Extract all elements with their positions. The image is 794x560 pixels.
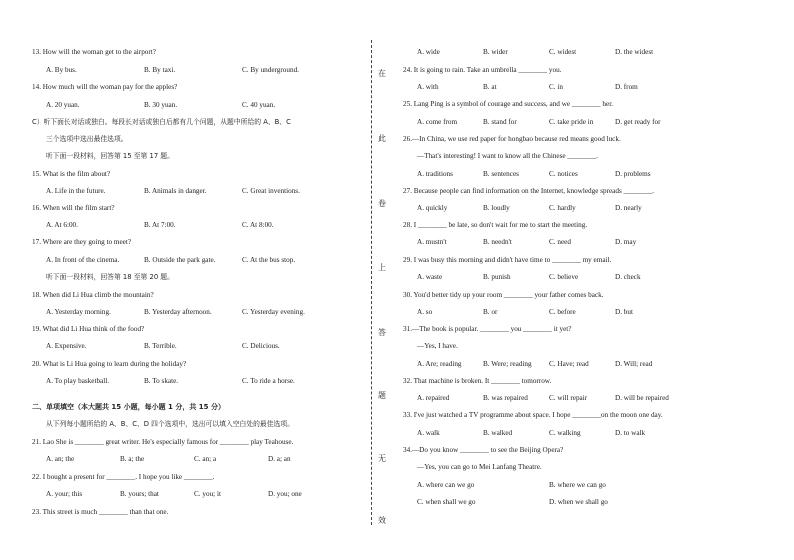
q28-option-d: D. may bbox=[615, 238, 637, 246]
q19-option-a: A. Expensive. bbox=[46, 342, 87, 350]
q21-option-d: D. a; an bbox=[268, 455, 291, 463]
q26-stem-reply: —That's interesting! I want to know all the Chinese ________. bbox=[417, 152, 598, 160]
q22-option-d: D. you; one bbox=[268, 490, 302, 498]
q24-stem: 24. It is going to rain. Take an umbrella ________ you. bbox=[403, 66, 562, 74]
q26-option-d: D. problems bbox=[615, 170, 651, 178]
q26-option-a: A. traditions bbox=[417, 170, 453, 178]
q17-option-c: C. At the bus stop. bbox=[242, 256, 296, 264]
q25-option-c: C. take pride in bbox=[549, 118, 594, 126]
section-c-instruction-1: C）听下面长对话或独白。每段长对话或独白后都有几个问题，从题中所给的 A、B、C bbox=[32, 118, 291, 126]
q30-option-b: B. or bbox=[483, 308, 498, 316]
q32-option-d: D. will be repaired bbox=[615, 394, 669, 402]
q24-option-b: B. at bbox=[483, 83, 497, 91]
q33-option-d: D. to walk bbox=[615, 429, 646, 437]
q29-stem: 29. I was busy this morning and didn't have time to ________ my email. bbox=[403, 256, 612, 264]
q22-stem: 22. I bought a present for ________. I hope you like ________. bbox=[32, 473, 215, 481]
q22-option-a: A. your; this bbox=[46, 490, 83, 498]
q31-option-c: C. Have; read bbox=[549, 360, 589, 368]
q34-stem: 34.—Do you know ________ to see the Beijing Opera? bbox=[403, 446, 564, 454]
q27-stem: 27. Because people can find information on the Internet, knowledge spreads ________. bbox=[403, 187, 655, 195]
q27-option-a: A. quickly bbox=[417, 204, 448, 212]
q19-stem: 19. What did Li Hua think of the food? bbox=[32, 325, 145, 333]
q27-option-d: D. nearly bbox=[615, 204, 642, 212]
q34-option-b: B. where we can go bbox=[549, 481, 606, 489]
q31-option-a: A. Are; reading bbox=[417, 360, 462, 368]
q33-stem: 33. I've just watched a TV programme about space. I hope ________on the moon one day. bbox=[403, 411, 663, 419]
q20-stem: 20. What is Li Hua going to learn during the holiday? bbox=[32, 360, 187, 368]
q31-stem-reply: —Yes, I have. bbox=[417, 342, 458, 350]
q13-option-c: C. By underground. bbox=[242, 66, 299, 74]
q20-option-c: C. To ride a horse. bbox=[242, 377, 295, 385]
q15-option-a: A. Life in the future. bbox=[46, 187, 106, 195]
q25-stem: 25. Lang Ping is a symbol of courage and success, and we ________ her. bbox=[403, 100, 613, 108]
q22-option-c: C. you; it bbox=[194, 490, 221, 498]
q31-stem: 31.—The book is popular. ________ you ________ it yet? bbox=[403, 325, 572, 333]
seal-char-5: 答 bbox=[378, 328, 386, 337]
q31-option-b: B. Were; reading bbox=[483, 360, 532, 368]
q21-option-a: A. an; the bbox=[46, 455, 75, 463]
seal-char-3: 卷 bbox=[378, 199, 386, 208]
seal-char-1: 在 bbox=[378, 69, 386, 78]
q16-stem: 16. When will the film start? bbox=[32, 204, 115, 212]
q14-stem: 14. How much will the woman pay for the apples? bbox=[32, 83, 178, 91]
q33-option-a: A. walk bbox=[417, 429, 440, 437]
q18-option-b: B. Yesterday afternoon. bbox=[144, 308, 212, 316]
seal-char-2: 此 bbox=[378, 134, 386, 143]
q24-option-d: D. from bbox=[615, 83, 638, 91]
seal-char-7: 无 bbox=[378, 454, 386, 463]
q18-option-c: C. Yesterday evening. bbox=[242, 308, 305, 316]
q29-option-c: C. believe bbox=[549, 273, 579, 281]
q19-option-c: C. Delicious. bbox=[242, 342, 280, 350]
q13-option-b: B. By taxi. bbox=[144, 66, 176, 74]
q25-option-a: A. come from bbox=[417, 118, 458, 126]
q13-option-a: A. By bus. bbox=[46, 66, 77, 74]
q13-stem: 13. How will the woman get to the airport? bbox=[32, 48, 156, 56]
q32-stem: 32. That machine is broken. It ________ tomorrow. bbox=[403, 377, 552, 385]
q21-option-c: C. an; a bbox=[194, 455, 217, 463]
q15-option-c: C. Great inventions. bbox=[242, 187, 300, 195]
seal-char-4: 上 bbox=[378, 263, 386, 272]
q21-option-b: B. a; the bbox=[120, 455, 145, 463]
q30-option-d: D. but bbox=[615, 308, 633, 316]
part-2-heading: 二、单项填空（本大题共 15 小题，每小题 1 分，共 15 分） bbox=[32, 403, 225, 411]
q31-option-d: D. Will; read bbox=[615, 360, 653, 368]
binding-line bbox=[371, 40, 372, 525]
q34-option-a: A. where can we go bbox=[417, 481, 475, 489]
q27-option-c: C. hardly bbox=[549, 204, 576, 212]
part-2-description: 从下列每小题所给的 A、B、C、D 四个选项中，选出可以填入空白处的最佳选项。 bbox=[46, 420, 294, 428]
q20-option-b: B. To skate. bbox=[144, 377, 179, 385]
q23-option-c: C. widest bbox=[549, 48, 577, 56]
q29-option-a: A. waste bbox=[417, 273, 443, 281]
q17-option-a: A. In front of the cinema. bbox=[46, 256, 120, 264]
q25-option-b: B. stand for bbox=[483, 118, 517, 126]
q30-option-a: A. so bbox=[417, 308, 433, 316]
q30-option-c: C. before bbox=[549, 308, 576, 316]
q23-option-b: B. wider bbox=[483, 48, 508, 56]
q14-option-a: A. 20 yuan. bbox=[46, 101, 80, 109]
q32-option-b: B. was repaired bbox=[483, 394, 528, 402]
q32-option-c: C. will repair bbox=[549, 394, 588, 402]
q18-stem: 18. When did Li Hua climb the mountain? bbox=[32, 291, 154, 299]
q27-option-b: B. loudly bbox=[483, 204, 510, 212]
q14-option-b: B. 30 yuan. bbox=[144, 101, 178, 109]
passage-2-instruction: 听下面一段材料，回答第 18 至第 20 题。 bbox=[46, 273, 174, 281]
q16-option-a: A. At 6:00. bbox=[46, 221, 78, 229]
q15-stem: 15. What is the film about? bbox=[32, 170, 111, 178]
q34-option-d: D. when we shall go bbox=[549, 498, 608, 506]
q30-stem: 30. You'd better tidy up your room ________ your father comes back. bbox=[403, 291, 604, 299]
q26-stem: 26.—In China, we use red paper for hongbao because red means good luck. bbox=[403, 135, 621, 143]
q17-option-b: B. Outside the park gate. bbox=[144, 256, 216, 264]
q20-option-a: A. To play basketball. bbox=[46, 377, 110, 385]
q19-option-b: B. Terrible. bbox=[144, 342, 177, 350]
q16-option-b: B. At 7:00. bbox=[144, 221, 176, 229]
q32-option-a: A. repaired bbox=[417, 394, 450, 402]
q24-option-c: C. in bbox=[549, 83, 563, 91]
q24-option-a: A. with bbox=[417, 83, 439, 91]
seal-char-6: 题 bbox=[378, 391, 386, 400]
q14-option-c: C. 40 yuan. bbox=[242, 101, 276, 109]
q29-option-d: D. check bbox=[615, 273, 641, 281]
q23-stem: 23. This street is much ________ than that one. bbox=[32, 508, 169, 516]
q28-option-a: A. mustn't bbox=[417, 238, 447, 246]
q28-option-b: B. needn't bbox=[483, 238, 512, 246]
q26-option-c: C. notices bbox=[549, 170, 578, 178]
q33-option-c: C. walking bbox=[549, 429, 581, 437]
q22-option-b: B. yours; that bbox=[120, 490, 159, 498]
q18-option-a: A. Yesterday morning. bbox=[46, 308, 111, 316]
q34-option-c: C. when shall we go bbox=[417, 498, 476, 506]
q16-option-c: C. At 8:00. bbox=[242, 221, 274, 229]
q29-option-b: B. punish bbox=[483, 273, 511, 281]
seal-char-8: 效 bbox=[378, 516, 386, 525]
q23-option-d: D. the widest bbox=[615, 48, 654, 56]
q28-stem: 28. I ________ be late, so don't wait for me to start the meeting. bbox=[403, 221, 588, 229]
passage-1-instruction: 听下面一段材料，回答第 15 至第 17 题。 bbox=[46, 152, 174, 160]
q17-stem: 17. Where are they going to meet? bbox=[32, 238, 132, 246]
q23-option-a: A. wide bbox=[417, 48, 440, 56]
q15-option-b: B. Animals in danger. bbox=[144, 187, 207, 195]
section-c-instruction-2: 三个选项中选出最佳选项。 bbox=[46, 135, 128, 143]
q25-option-d: D. get ready for bbox=[615, 118, 661, 126]
q34-stem-reply: —Yes, you can go to Mei Lanfang Theatre. bbox=[417, 463, 542, 471]
q26-option-b: B. sentences bbox=[483, 170, 519, 178]
q28-option-c: C. need bbox=[549, 238, 571, 246]
q33-option-b: B. walked bbox=[483, 429, 513, 437]
q21-stem: 21. Lao She is ________ great writer. He's especially famous for ________ play Teahouse. bbox=[32, 438, 294, 446]
